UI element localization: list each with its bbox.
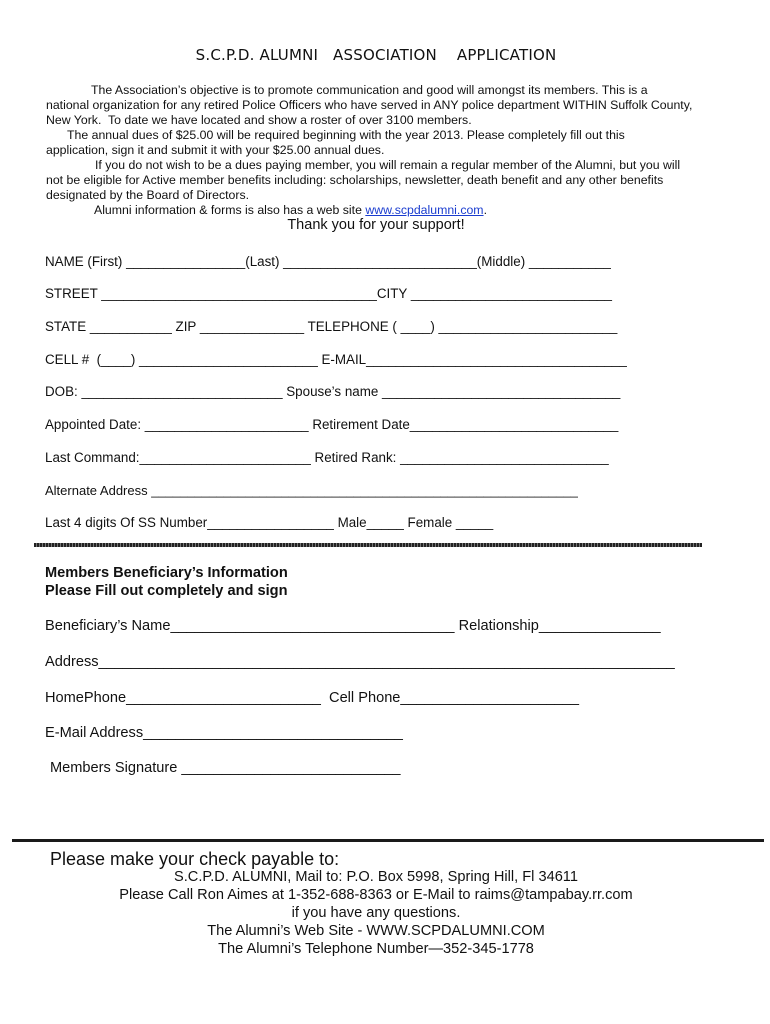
beneficiary-email-field[interactable]: E-Mail Address________________________________ xyxy=(45,725,403,741)
name-field[interactable]: NAME (First) ________________(Last) __________________________(Middle) ___________ xyxy=(45,254,611,269)
website-line: The Alumni’s Web Site - WWW.SCPDALUMNI.COM xyxy=(207,923,545,939)
intro-website-prefix: Alumni information & forms is also has a web site xyxy=(94,203,366,217)
intro-line-5: application, sign it and submit it with your $25.00 annual dues. xyxy=(46,143,385,157)
appointed-retirement-field[interactable]: Appointed Date: ______________________ Retirement Date____________________________ xyxy=(45,417,619,432)
state-zip-telephone-field[interactable]: STATE ___________ ZIP ______________ TELEPHONE ( ____) ________________________ xyxy=(45,319,618,334)
intro-line-2: national organization for any retired Police Officers who have served in ANY police department WITHIN Suffolk County, xyxy=(46,98,693,112)
ss-gender-field[interactable]: Last 4 digits Of SS Number_________________ Male_____ Female _____ xyxy=(45,515,494,530)
thanks-text: Thank you for your support! xyxy=(287,217,465,233)
intro-line-4: The annual dues of $25.00 will be required beginning with the year 2013. Please completely fill out this xyxy=(67,128,625,142)
beneficiary-subheading: Please Fill out completely and sign xyxy=(45,583,288,599)
street-city-field[interactable]: STREET _____________________________________CITY ___________________________ xyxy=(45,286,612,301)
contact-line: Please Call Ron Aimes at 1-352-688-8363 or E-Mail to raims@tampabay.rr.com xyxy=(119,887,633,903)
command-rank-field[interactable]: Last Command:_______________________ Retired Rank: ____________________________ xyxy=(45,450,609,465)
cell-email-field[interactable]: CELL # (____) ________________________ E-MAIL___________________________________ xyxy=(45,352,627,367)
website-link[interactable]: www.scpdalumni.com xyxy=(365,203,484,217)
intro-line-1: The Association’s objective is to promote communication and good will amongst its members. This is a xyxy=(91,83,648,97)
intro-line-3: New York. To date we have located and show a roster of over 3100 members. xyxy=(46,113,472,127)
telephone-line: The Alumni’s Telephone Number—352-345-1778 xyxy=(218,941,534,957)
intro-website-suffix: . xyxy=(483,203,487,217)
beneficiary-name-field[interactable]: Beneficiary’s Name___________________________________ Relationship_______________ xyxy=(45,618,661,634)
footer-divider xyxy=(12,839,764,842)
beneficiary-address-field[interactable]: Address_______________________________________________________________________ xyxy=(45,654,675,670)
intro-line-7: not be eligible for Active member benefits including: scholarships, newsletter, death benefit and any other benefits xyxy=(46,173,664,187)
intro-line-8: designated by the Board of Directors. xyxy=(46,188,250,202)
mail-address: S.C.P.D. ALUMNI, Mail to: P.O. Box 5998, Spring Hill, Fl 34611 xyxy=(174,869,578,885)
page-title: S.C.P.D. ALUMNI ASSOCIATION APPLICATION xyxy=(195,46,557,64)
questions-line: if you have any questions. xyxy=(291,905,461,921)
alternate-address-field[interactable]: Alternate Address ___________________________________________________________ xyxy=(45,483,578,498)
beneficiary-heading: Members Beneficiary’s Information xyxy=(45,565,288,581)
dob-spouse-field[interactable]: DOB: ___________________________ Spouse’s name ________________________________ xyxy=(45,384,621,399)
beneficiary-phone-field[interactable]: HomePhone________________________ Cell Phone______________________ xyxy=(45,690,579,706)
intro-website-line xyxy=(94,203,487,218)
intro-line-6: If you do not wish to be a dues paying member, you will remain a regular member of the Alumni, but you will xyxy=(95,158,681,172)
signature-field[interactable]: Members Signature ___________________________ xyxy=(50,760,401,776)
check-payable-heading: Please make your check payable to: xyxy=(50,849,340,869)
section-divider xyxy=(34,543,702,547)
